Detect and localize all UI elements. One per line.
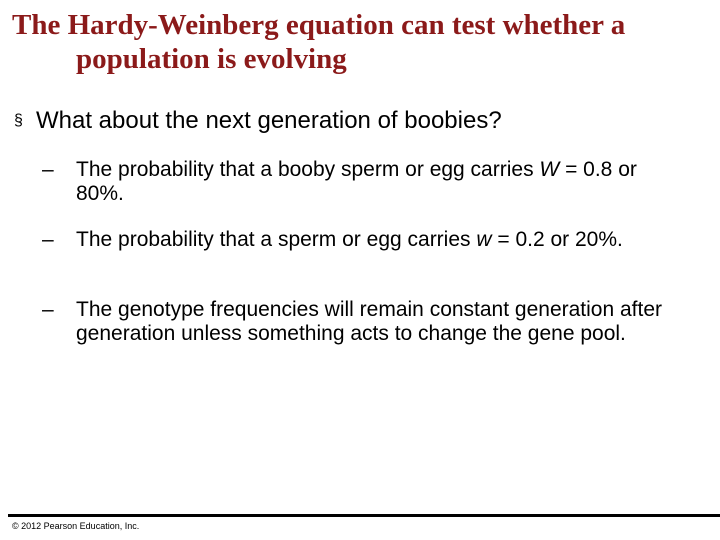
sub-bullet-2-text-before: The probability that a sperm or egg carries xyxy=(76,228,477,251)
sub-bullet-2-text xyxy=(76,228,682,252)
sub-bullet-1 xyxy=(42,158,682,206)
footer-divider xyxy=(8,514,720,517)
slide-title xyxy=(12,8,712,76)
sub-bullet-dash: – xyxy=(42,298,54,321)
sub-bullet-1-text xyxy=(76,158,682,206)
slide-title-line-2: population is evolving xyxy=(76,43,347,75)
sub-bullet-2-text-after: = 0.2 or 20%. xyxy=(491,228,623,251)
main-bullet-text: What about the next generation of boobies? xyxy=(36,107,502,134)
sub-bullet-3-text: The genotype frequencies will remain constant generation after generation unless something acts to change the gene pool. xyxy=(76,298,663,345)
copyright-footer: © 2012 Pearson Education, Inc. xyxy=(12,521,140,531)
sub-bullet-dash: – xyxy=(42,158,54,181)
sub-bullet-1-text-after: = 0.8 or 80%. xyxy=(76,158,637,205)
sub-bullet-dash: – xyxy=(42,228,54,251)
sub-bullet-3 xyxy=(42,298,682,346)
main-bullet xyxy=(14,106,704,136)
allele-W: W xyxy=(539,158,560,181)
allele-w: w xyxy=(476,228,492,251)
sub-bullet-1-text-before: The probability that a booby sperm or egg carries xyxy=(76,158,540,181)
bullet-marker-icon: § xyxy=(14,112,23,129)
slide-title-line-1: The Hardy-Weinberg equation can test whether a xyxy=(12,9,626,41)
sub-bullet-2 xyxy=(42,228,682,252)
